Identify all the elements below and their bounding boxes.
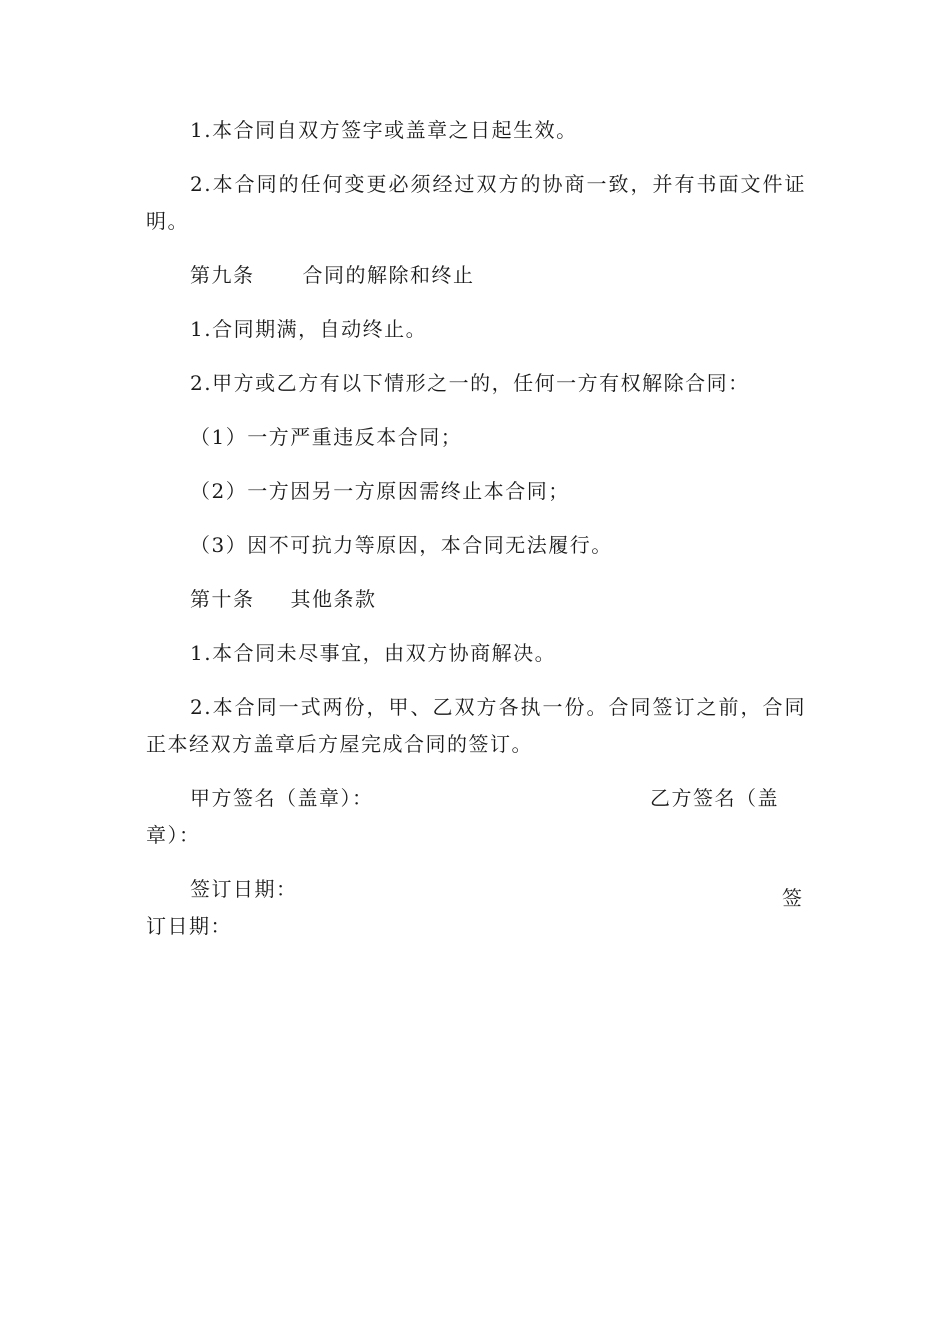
termination-case-3: （3）因不可抗力等原因，本合同无法履行。 bbox=[190, 533, 613, 557]
clause-effective: 1.本合同自双方签字或盖章之日起生效。 bbox=[190, 118, 578, 142]
date-block bbox=[146, 871, 806, 945]
clause-amendment: 2.本合同的任何变更必须经过双方的协商一致，并有书面文件证明。 bbox=[146, 172, 806, 233]
clause-termination-rights: 2.甲方或乙方有以下情形之一的，任何一方有权解除合同： bbox=[190, 371, 750, 395]
signature-block bbox=[146, 780, 806, 854]
clause-unresolved-matters: 1.本合同未尽事宜，由双方协商解决。 bbox=[190, 641, 557, 665]
termination-case-2: （2）一方因另一方原因需终止本合同； bbox=[190, 479, 570, 503]
article-9-title: 合同的解除和终止 bbox=[302, 263, 475, 287]
party-a-date-label: 签订日期： bbox=[190, 877, 298, 901]
party-b-signature-label: 乙方签名（盖 bbox=[650, 786, 779, 810]
contract-body bbox=[146, 112, 806, 962]
article-10-title: 其他条款 bbox=[290, 587, 377, 611]
article-9-heading bbox=[146, 257, 806, 294]
article-10-number: 第十条 bbox=[190, 587, 255, 611]
article-10-heading bbox=[146, 581, 806, 618]
party-b-date-label: 签 bbox=[782, 886, 804, 910]
party-b-date-label-wrap: 订日期： bbox=[146, 914, 232, 938]
clause-copies: 2.本合同一式两份，甲、乙双方各执一份。合同签订之前，合同正本经双方盖章后方屋完成合同的签订。 bbox=[146, 695, 806, 756]
article-9-number: 第九条 bbox=[190, 263, 255, 287]
clause-expiry: 1.合同期满，自动终止。 bbox=[190, 317, 428, 341]
termination-case-1: （1）一方严重违反本合同； bbox=[190, 425, 463, 449]
party-b-signature-label-wrap: 章）： bbox=[146, 823, 201, 847]
party-a-signature-label: 甲方签名（盖章）： bbox=[190, 786, 374, 810]
